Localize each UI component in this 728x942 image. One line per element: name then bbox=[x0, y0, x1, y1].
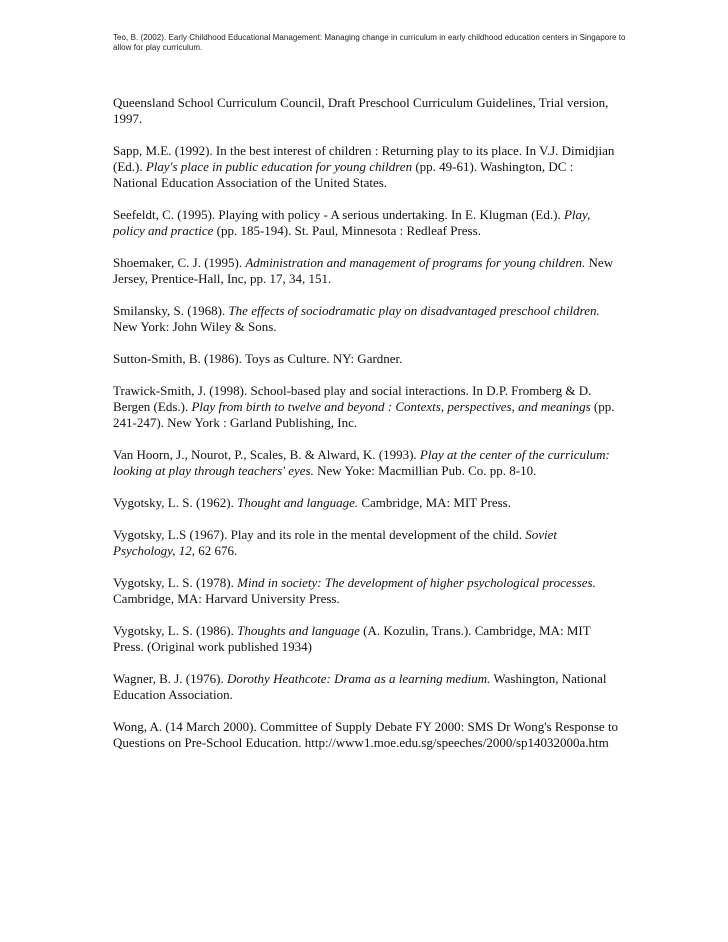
reference-title: The effects of sociodramatic play on disadvantaged preschool children. bbox=[228, 303, 600, 318]
reference-text: Cambridge, MA: Harvard University Press. bbox=[113, 591, 340, 606]
reference-entry bbox=[113, 527, 619, 559]
reference-title: Dorothy Heathcote: Drama as a learning medium. bbox=[226, 671, 491, 686]
reference-entry bbox=[113, 255, 619, 287]
reference-title: Thought and language. bbox=[237, 495, 359, 510]
running-header-citation: Teo, B. (2002). Early Childhood Educational Management: Managing change in curriculum in early childhood education centers in Singapore to allow for play curriculum. bbox=[113, 33, 626, 52]
reference-text: Washington, National Education Association. bbox=[113, 671, 607, 702]
reference-text: Vygotsky, L.S (1967). Play and its role in the mental development of the child. bbox=[113, 527, 526, 542]
reference-entry bbox=[113, 207, 619, 239]
reference-text: New York: John Wiley & Sons. bbox=[113, 319, 277, 334]
reference-entry bbox=[113, 95, 619, 127]
reference-title: Administration and management of programs for young children. bbox=[245, 255, 586, 270]
reference-title: Play from birth to twelve and beyond : Contexts, perspectives, and meanings bbox=[191, 399, 591, 414]
reference-entry bbox=[113, 383, 619, 431]
reference-entry bbox=[113, 623, 619, 655]
reference-text: Vygotsky, L. S. (1962). bbox=[113, 495, 238, 510]
reference-text: Smilansky, S. (1968). bbox=[113, 303, 229, 318]
reference-text: Sutton-Smith, B. (1986). Toys as Culture. NY: Gardner. bbox=[113, 351, 403, 366]
reference-text: (pp. 241-247). New York : Garland Publishing, Inc. bbox=[113, 399, 615, 430]
reference-title: Play, policy and practice bbox=[113, 207, 591, 238]
reference-text: Vygotsky, L. S. (1986). bbox=[113, 623, 238, 638]
reference-text: Trawick-Smith, J. (1998). School-based play and social interactions. In D.P. Fromberg & D. Bergen (Eds.). bbox=[113, 383, 592, 414]
reference-entry bbox=[113, 495, 619, 511]
reference-text: New Yoke: Macmillian Pub. Co. pp. 8-10. bbox=[313, 463, 537, 478]
reference-entry bbox=[113, 351, 619, 367]
reference-text: Wong, A. (14 March 2000). Committee of Supply Debate FY 2000: SMS Dr Wong's Response to Questions on Pre-School Education. http://www1.moe.edu.sg/speeches/2000/sp14032000a.htm bbox=[113, 719, 619, 750]
reference-entry bbox=[113, 671, 619, 703]
reference-text: (pp. 185-194). St. Paul, Minnesota : Redleaf Press. bbox=[213, 223, 481, 238]
reference-text: (A. Kozulin, Trans.). Cambridge, MA: MIT Press. (Original work published 1934) bbox=[113, 623, 591, 654]
reference-text: Seefeldt, C. (1995). Playing with policy - A serious undertaking. In E. Klugman (Ed.). bbox=[113, 207, 564, 222]
reference-text: Queensland School Curriculum Council, Draft Preschool Curriculum Guidelines, Trial version, 1997. bbox=[113, 95, 609, 126]
reference-title: Thoughts and language bbox=[237, 623, 360, 638]
reference-entry bbox=[113, 447, 619, 479]
reference-text: New Jersey, Prentice-Hall, Inc, pp. 17, 34, 151. bbox=[113, 255, 614, 286]
reference-entry bbox=[113, 719, 619, 751]
reference-text: Van Hoorn, J., Nourot, P., Scales, B. & Alward, K. (1993). bbox=[113, 447, 420, 462]
reference-title: Soviet Psychology, 12 bbox=[113, 527, 557, 558]
reference-text: Shoemaker, C. J. (1995). bbox=[113, 255, 246, 270]
reference-title: Mind in society: The development of higher psychological processes. bbox=[237, 575, 596, 590]
reference-entry bbox=[113, 143, 619, 191]
reference-entry bbox=[113, 575, 619, 607]
reference-text: Sapp, M.E. (1992). In the best interest of children : Returning play to its place. In V.J. Dimidjian (Ed.). bbox=[113, 143, 615, 174]
reference-title: Play at the center of the curriculum: looking at play through teachers' eyes. bbox=[113, 447, 610, 478]
reference-text: , 62 676. bbox=[191, 543, 238, 558]
reference-title: Play's place in public education for young children bbox=[145, 159, 413, 174]
reference-list bbox=[113, 95, 619, 767]
reference-text: Wagner, B. J. (1976). bbox=[113, 671, 227, 686]
reference-text: (pp. 49-61). Washington, DC : National Education Association of the United States. bbox=[113, 159, 574, 190]
reference-text: Cambridge, MA: MIT Press. bbox=[358, 495, 511, 510]
reference-text: Vygotsky, L. S. (1978). bbox=[113, 575, 238, 590]
reference-entry bbox=[113, 303, 619, 335]
